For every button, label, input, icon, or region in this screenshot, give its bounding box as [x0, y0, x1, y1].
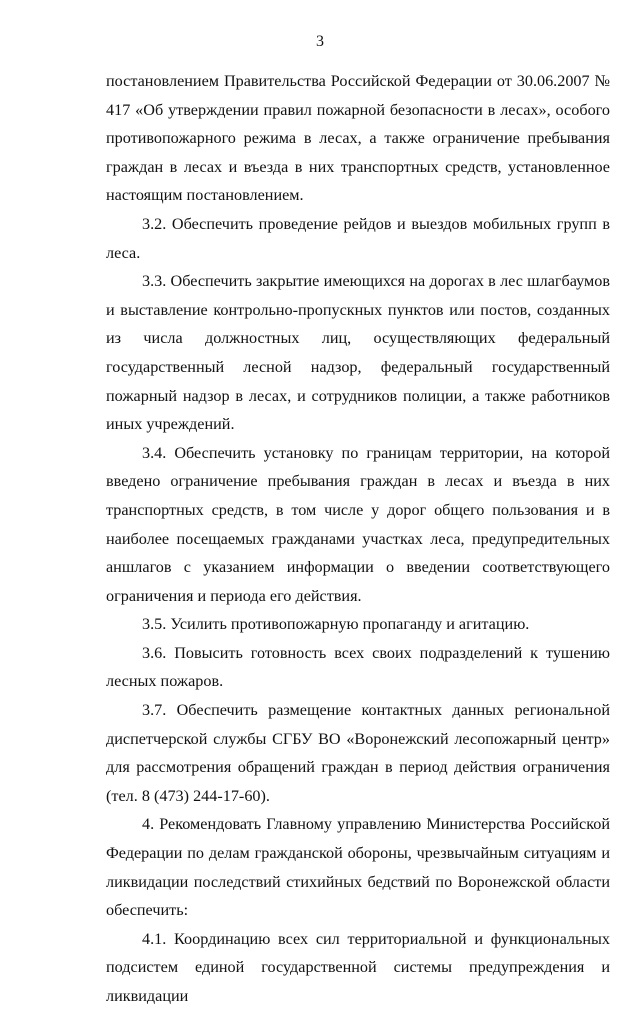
- page-number: 3: [316, 33, 324, 50]
- paragraph-4-1: 4.1. Координацию всех сил территориальной и функциональных подсистем единой государственной системы предупреждения и ликвидации: [106, 929, 610, 1005]
- paragraph-3-6: 3.6. Повысить готовность всех своих подразделений к тушению лесных пожаров.: [106, 643, 610, 691]
- document-body: [106, 67, 610, 1011]
- paragraph-3-3: 3.3. Обеспечить закрытие имеющихся на дорогах в лес шлагбаумов и выставление контрольно-пропускных пунктов или постов, созданных из числа должностных лиц, осуществляющих федеральный государственный лесной надзор, федеральный государственный пожарный надзор в лесах, и сотрудников полиции, а также работников иных учреждений.: [106, 272, 610, 434]
- paragraph-3-7: 3.7. Обеспечить размещение контактных данных региональной диспетчерской службы СГБУ ВО «Воронежский лесопожарный центр» для рассмотрения обращений граждан в период действия ограничения (тел. 8 (473) 244-17-60).: [106, 701, 610, 805]
- paragraph-3-2: 3.2. Обеспечить проведение рейдов и выездов мобильных групп в леса.: [106, 214, 610, 262]
- paragraph-3-5: 3.5. Усилить противопожарную пропаганду и агитацию.: [142, 615, 530, 634]
- paragraph-continuation: постановлением Правительства Российской Федерации от 30.06.2007 № 417 «Об утверждении правил пожарной безопасности в лесах», особого противопожарного режима в лесах, а также ограничение пребывания граждан в лесах и въезда в них транспортных средств, установленное настоящим постановлением.: [106, 72, 610, 205]
- paragraph-3-4: 3.4. Обеспечить установку по границам территории, на которой введено ограничение пребывания граждан в лесах и въезда в них транспортных средств, в том числе у дорог общего пользования и в наиболее посещаемых гражданами участках леса, предупредительных аншлагов с указанием информации о введении соответствующего ограничения и периода его действия.: [106, 443, 610, 605]
- paragraph-4: 4. Рекомендовать Главному управлению Министерства Российской Федерации по делам гражданской обороны, чрезвычайным ситуациям и ликвидации последствий стихийных бедствий по Воронежской области обеспечить:: [106, 815, 610, 920]
